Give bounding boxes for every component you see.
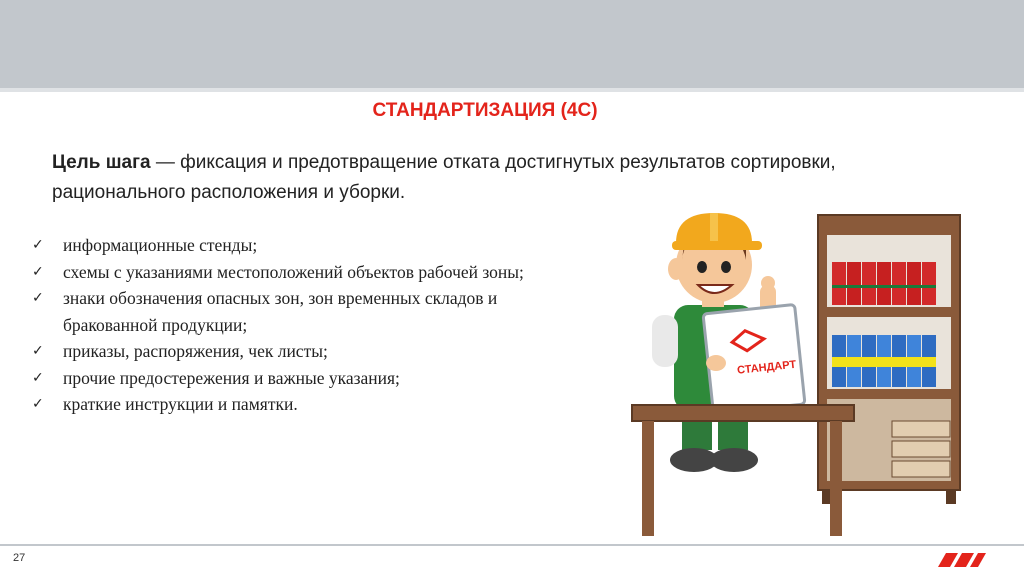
check-icon: ✓: [32, 396, 44, 412]
check-icon: ✓: [32, 263, 44, 280]
blue-binders: [832, 335, 936, 387]
list-item: ✓ краткие инструкции и памятки.: [32, 391, 552, 418]
list-item: ✓ приказы, распоряжения, чек листы;: [32, 338, 552, 365]
page-number: 27: [13, 552, 26, 564]
goal-text: — фиксация и предотвращение отката достигнутых результатов сортировки, рационального расположения и уборки.: [52, 152, 836, 203]
folder-label: СТАНДАРТ: [736, 358, 797, 377]
rzd-logo-icon: [936, 551, 988, 569]
worker-illustration: [624, 205, 964, 545]
footer-divider: [0, 544, 1024, 546]
check-icon: ✓: [32, 237, 44, 253]
slide-title: СТАНДАРТИЗАЦИЯ (4С): [372, 100, 598, 121]
red-binders: [832, 262, 936, 305]
list-item: ✓ схемы с указаниями местоположений объектов рабочей зоны;: [32, 259, 552, 286]
header-divider: [0, 88, 1024, 92]
goal-paragraph: [52, 148, 932, 208]
checklist: [32, 232, 552, 418]
standard-folder: [703, 304, 805, 413]
list-item: ✓ прочие предостережения и важные указания;: [32, 365, 552, 392]
goal-label: Цель шага: [52, 152, 151, 173]
list-item: ✓ знаки обозначения опасных зон, зон временных складов и бракованной продукции;: [32, 285, 552, 338]
check-icon: ✓: [32, 290, 44, 306]
check-icon: ✓: [32, 369, 44, 386]
header-band: [0, 0, 1024, 88]
check-icon: ✓: [32, 343, 44, 359]
list-item: ✓ информационные стенды;: [32, 232, 552, 259]
